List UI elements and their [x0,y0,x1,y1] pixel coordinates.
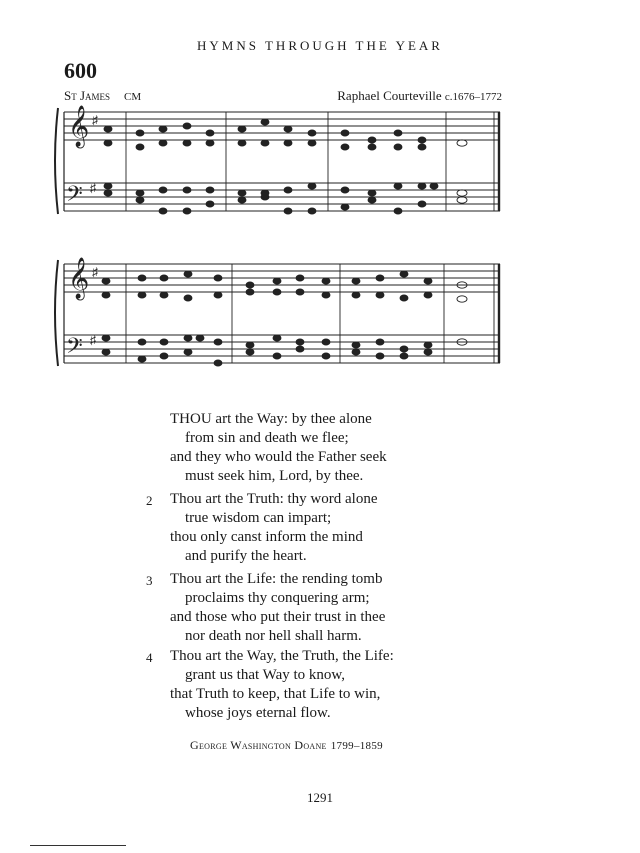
footer-rule [30,845,126,846]
treble-clef-2: 𝄞 [68,258,90,299]
verse-line: true wisdom can impart; [185,510,332,526]
system-1 [55,108,500,214]
verse-line: from sin and death we flee; [185,430,349,446]
page-number: 1291 [307,790,333,805]
composer-name: Raphael Courteville [337,88,442,103]
verse-line: Thou art the Truth: thy word alone [170,491,378,507]
verse-number: 4 [146,650,153,665]
composer-dates: c.1676–1772 [444,91,502,103]
verse-line: that Truth to keep, that Life to win, [170,686,381,702]
system-brace-2 [55,260,58,366]
key-sig-treble-2: ♯ [92,265,98,279]
verse-line: Thou art the Way, the Truth, the Life: [170,648,394,664]
author-name: George Washington Doane [190,738,327,752]
verse-number: 3 [146,573,153,588]
bass-clef-2: 𝄢 [66,334,83,364]
treble-staff-2 [64,264,500,292]
music-score [0,0,640,400]
key-sig-bass-2: ♯ [90,333,96,347]
verse-line: THOU art the Way: by thee alone [170,411,372,427]
treble-staff-1 [64,112,500,140]
verse-line: nor death nor hell shall harm. [185,628,362,644]
key-sig-treble-1: ♯ [92,113,98,127]
author-dates: 1799–1859 [330,740,383,752]
verse-line: thou only canst inform the mind [170,529,363,545]
hymn-number: 600 [64,58,97,83]
verse-number: 2 [146,493,153,508]
tune-title: St James [64,88,111,103]
bass-clef-1: 𝄢 [66,182,83,212]
treble-clef-1: 𝄞 [68,106,90,147]
verse-line: Thou art the Life: the rending tomb [170,571,383,587]
verse-line: must seek him, Lord, by thee. [185,468,364,484]
barlines-2 [126,264,444,363]
bass-staff-2 [64,335,500,363]
text-author [190,738,383,753]
verse-line: and purify the heart. [185,548,307,564]
system-brace-1 [55,108,58,214]
verse-line: grant us that Way to know, [185,667,346,683]
verse-line: and they who would the Father seek [170,449,387,465]
verse-line: proclaims thy conquering arm; [185,590,370,606]
verse-line: whose joys eternal flow. [185,705,331,721]
running-header: HYMNS THROUGH THE YEAR [197,38,443,53]
verse-line: and those who put their trust in thee [170,609,386,625]
tune-meter: CM [124,91,142,103]
system-2 [55,260,500,366]
key-sig-bass-1: ♯ [90,181,96,195]
